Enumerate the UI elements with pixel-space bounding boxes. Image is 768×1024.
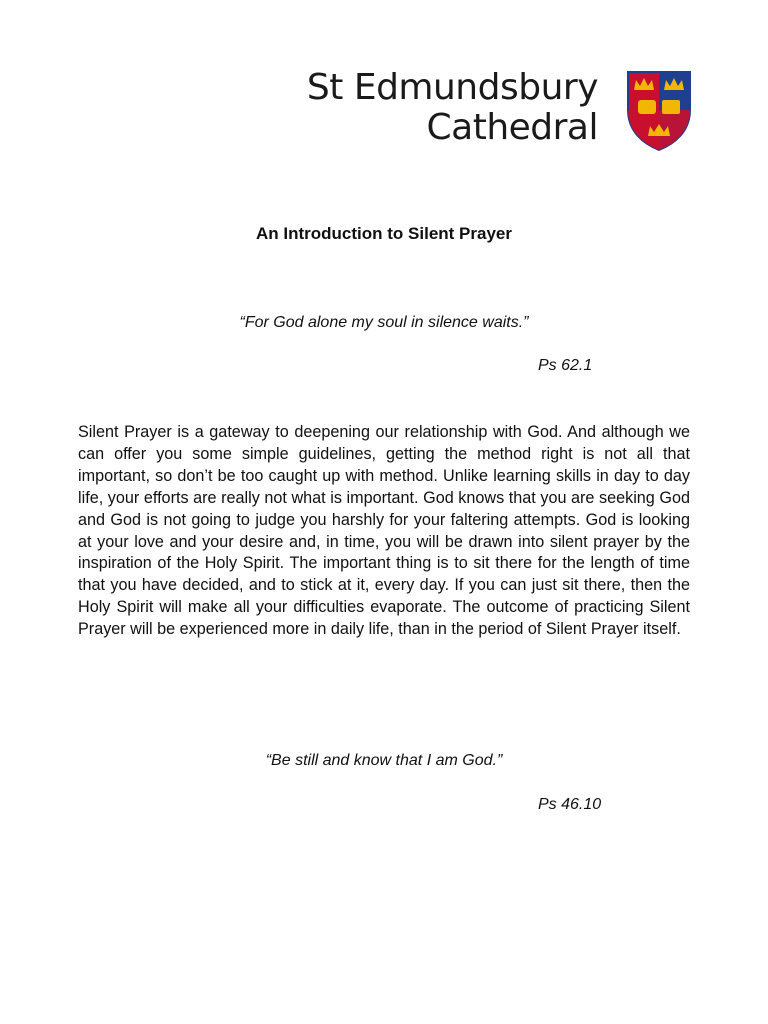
quote-psalm-46: “Be still and know that I am God.” bbox=[265, 752, 503, 769]
quote-reference-psalm-46: Ps 46.10 bbox=[538, 796, 602, 813]
cathedral-name bbox=[307, 68, 598, 148]
cathedral-name-line2: Cathedral bbox=[426, 107, 598, 148]
header bbox=[270, 68, 710, 158]
page-title: An Introduction to Silent Prayer bbox=[256, 224, 512, 243]
quote-psalm-62: “For God alone my soul in silence waits.” bbox=[239, 314, 529, 331]
body-paragraph: Silent Prayer is a gateway to deepening our relationship with God. And although we can offer you some simple guidelines, getting the method right is not all that important, so don’t be too caught up with method. Unlike learning skills in day to day life, your efforts are really not what is important. God knows that you are seeking God and God is not going to judge you harshly for your faltering attempts. God is looking at your love and your desire and, in time, you will be drawn into silent prayer by the inspiration of the Holy Spirit. The important thing is to sit there for the length of time that you have decided, and to stick at it, every day. If you can just sit there, then the Holy Spirit will make all your difficulties evaporate. The outcome of practicing Silent Prayer will be experienced more in daily life, than in the period of Silent Prayer itself. bbox=[78, 423, 690, 639]
quote-reference-psalm-62: Ps 62.1 bbox=[538, 357, 593, 374]
cathedral-name-line1: St Edmundsbury bbox=[306, 67, 598, 108]
diocese-shield-icon bbox=[626, 70, 692, 152]
